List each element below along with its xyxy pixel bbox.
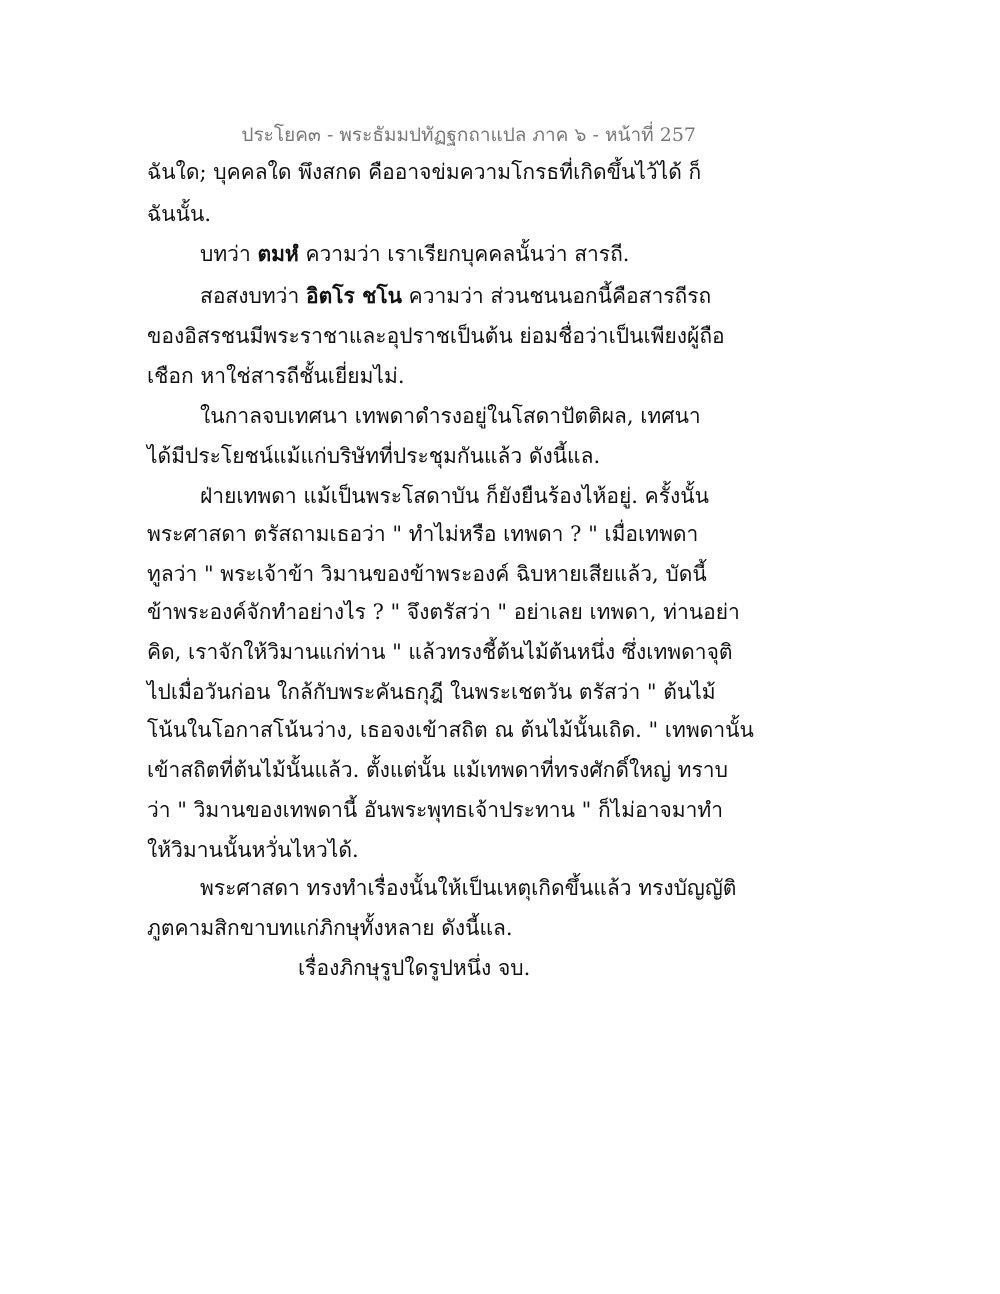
term-explanation: ความว่า เราเรียกบุคคลนั้นว่า สารถี. bbox=[305, 242, 630, 266]
text-line bbox=[200, 240, 629, 268]
text-line: ของอิสรชนมีพระราชาและอุปราชเป็นต้น ย่อมชื่อว่าเป็นเพียงผู้ถือ bbox=[147, 324, 725, 348]
text-line: ฝ่ายเทพดา แม้เป็นพระโสดาบัน ก็ยังยืนร้องไห้อยู่. ครั้งนั้น bbox=[200, 484, 709, 508]
text-line: ข้าพระองค์จักทำอย่างไร ? " จึงตรัสว่า " อย่าเลย เทพดา, ท่านอย่า bbox=[147, 600, 740, 624]
text-line: ในกาลจบเทศนา เทพดาดำรงอยู่ในโสดาปัตติผล, เทศนา bbox=[200, 404, 701, 428]
text-line: ฉันนั้น. bbox=[147, 202, 212, 226]
text-line: โน้นในโอกาสโน้นว่าง, เธอจงเข้าสถิต ณ ต้นไม้นั้นเถิด. " เทพดานั้น bbox=[147, 718, 754, 742]
term-label: บทว่า bbox=[200, 242, 251, 266]
text-line: ให้วิมานนั้นหวั่นไหวได้. bbox=[147, 838, 359, 862]
text-line: ภูตคามสิกขาบทแก่ภิกษุทั้งหลาย ดังนี้แล. bbox=[147, 916, 513, 940]
text-line: คิด, เราจักให้วิมานแก่ท่าน " แล้วทรงชี้ต้นไม้ต้นหนึ่ง ซึ่งเทพดาจุติ bbox=[147, 640, 733, 664]
text-line bbox=[200, 282, 711, 310]
text-line: เชือก หาใช่สารถีชั้นเยี่ยมไม่. bbox=[147, 364, 405, 388]
text-line: ฉันใด; บุคคลใด พึงสกด คืออาจข่มความโกรธที่เกิดขึ้นไว้ได้ ก็ bbox=[147, 160, 702, 184]
text-line: ว่า " วิมานของเทพดานี้ อันพระพุทธเจ้าประทาน " ก็ไม่อาจมาทำ bbox=[147, 798, 724, 822]
story-end-line: เรื่องภิกษุรูปใดรูปหนึ่ง จบ. bbox=[298, 956, 531, 980]
text-line: ไปเมื่อวันก่อน ใกล้กับพระคันธกุฎี ในพระเชตวัน ตรัสว่า " ต้นไม้ bbox=[147, 680, 716, 704]
page-header: ประโยค๓ - พระธัมมปทัฏฐกถาแปล ภาค ๖ - หน้าที่ 257 bbox=[241, 124, 696, 146]
text-line: พระศาสดา ทรงทำเรื่องนั้นให้เป็นเหตุเกิดขึ้นแล้ว ทรงบัญญัติ bbox=[200, 876, 737, 900]
text-line: ได้มีประโยชน์แม้แก่บริษัทที่ประชุมกันแล้ว ดังนี้แล. bbox=[147, 444, 601, 468]
text-line: พระศาสดา ตรัสถามเธอว่า " ทำไม่หรือ เทพดา ? " เมื่อเทพดา bbox=[147, 522, 699, 546]
pali-term: ตมหํ bbox=[257, 241, 299, 266]
text-line: เข้าสถิตที่ต้นไม้นั้นแล้ว. ตั้งแต่นั้น แม้เทพดาที่ทรงศักดิ์ใหญ่ ทราบ bbox=[147, 758, 728, 782]
term-explanation: ความว่า ส่วนชนนอกนี้คือสารถีรถ bbox=[408, 284, 712, 308]
text-line: ทูลว่า " พระเจ้าข้า วิมานของข้าพระองค์ ฉิบหายเสียแล้ว, บัดนี้ bbox=[147, 562, 707, 586]
term-label: สอสงบทว่า bbox=[200, 284, 300, 308]
pali-term: อิตโร ชโน bbox=[305, 283, 402, 308]
